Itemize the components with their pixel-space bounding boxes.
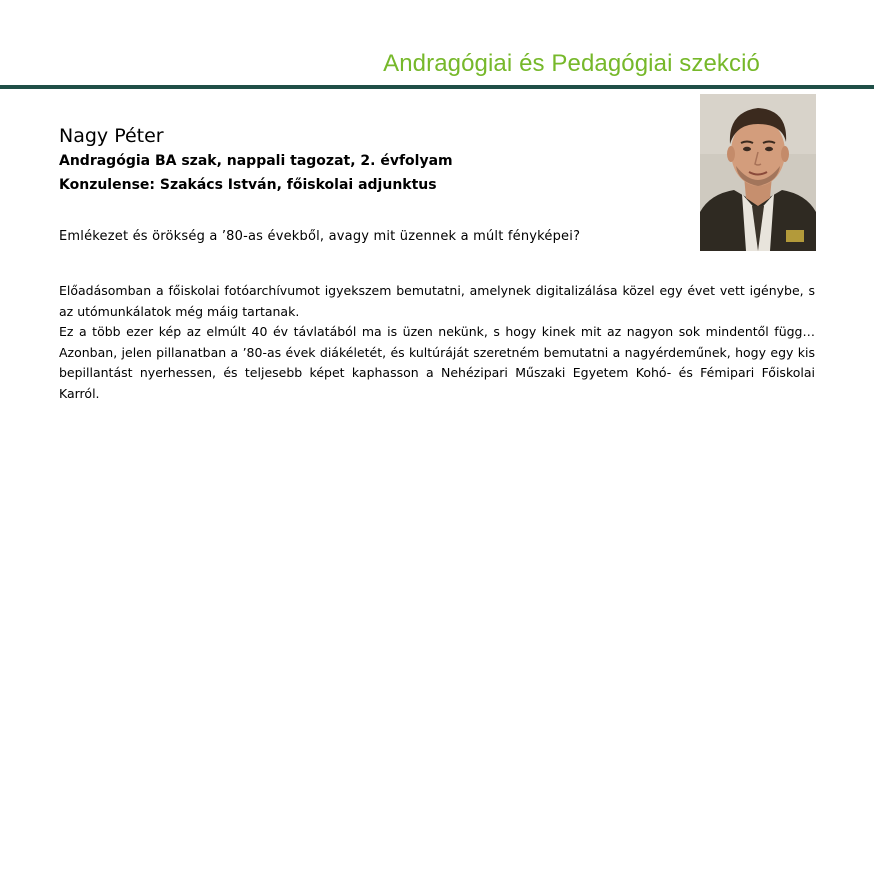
abstract <box>59 281 815 404</box>
header-divider <box>0 85 874 89</box>
portrait-icon <box>700 94 816 251</box>
section-title: Andragógiai és Pedagógiai szekció <box>383 50 760 77</box>
author-name: Nagy Péter <box>59 125 164 147</box>
abstract-paragraph: Ez a több ezer kép az elmúlt 40 év távlatából ma is üzen nekünk, s hogy kinek mit az nagyon sok mindentől függ… Azonban, jelen pillanatban a ’80-as évek diákéletét, és kultúráját szeretném bemutatni a nagyérdeműnek, hogy egy kis bepillantást nyerhessen, és teljesebb képet kaphasson a Nehézipari Műszaki Egyetem Kohó- és Fémipari Főiskolai Karról. <box>59 324 815 401</box>
abstract-paragraph: Előadásomban a főiskolai fotóarchívumot igyekszem bemutatni, amelynek digitalizálása közel egy évet vett igénybe, s az utómunkálatok még máig tartanak. <box>59 283 815 319</box>
author-program: Andragógia BA szak, nappali tagozat, 2. évfolyam <box>59 153 453 169</box>
author-advisor: Konzulense: Szakács István, főiskolai adjunktus <box>59 177 437 193</box>
talk-title: Emlékezet és örökség a ’80-as évekből, avagy mit üzennek a múlt fényképei? <box>59 229 581 244</box>
author-photo <box>700 94 816 251</box>
